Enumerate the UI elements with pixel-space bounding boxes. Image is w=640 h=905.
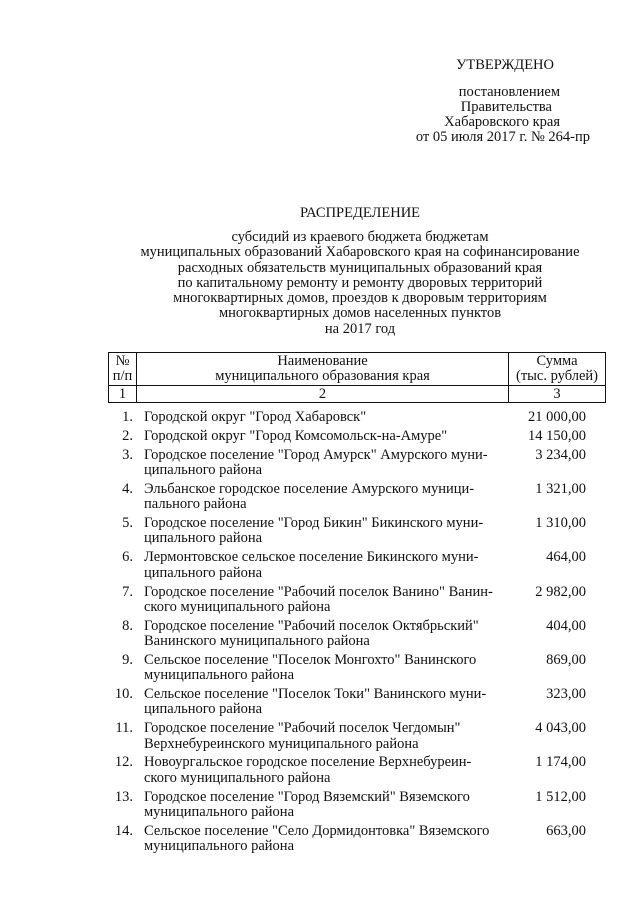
- row-name-line: Лермонтовское сельское поселение Бикинского муни-: [144, 549, 479, 566]
- row-name-line: ского муниципального района: [144, 769, 331, 786]
- column-number-3: 3: [509, 386, 606, 403]
- header-name-line: Наименование: [277, 353, 368, 369]
- row-amount: 404,00: [546, 617, 586, 634]
- table-row: [108, 824, 606, 855]
- header-number-line: №: [115, 353, 130, 369]
- approval-line-3: Хабаровского края: [444, 114, 560, 130]
- header-number-line: п/п: [112, 368, 133, 384]
- row-number: 13.: [114, 788, 133, 805]
- row-number: 11.: [115, 720, 133, 737]
- row-number: 14.: [114, 822, 133, 839]
- row-municipality-name: [144, 585, 496, 616]
- table-row: [108, 721, 606, 752]
- row-amount: 4 043,00: [535, 720, 586, 737]
- row-name-line: пального района: [144, 496, 247, 513]
- row-name-line: Городское поселение "Рабочий поселок Ванино" Ванин-: [144, 583, 493, 600]
- header-number-cell: [109, 353, 137, 386]
- row-name-line: Сельское поселение "Поселок Токи" Ванинского муни-: [144, 686, 487, 703]
- row-amount: 663,00: [546, 822, 586, 839]
- row-number: 3.: [122, 446, 133, 463]
- approval-block: [400, 58, 600, 145]
- row-name-line: муниципального района: [144, 803, 294, 820]
- column-number-1: 1: [109, 386, 137, 403]
- heading-line: на 2017 год: [324, 320, 396, 337]
- row-municipality-name: [144, 410, 496, 425]
- row-amount: 869,00: [546, 651, 586, 668]
- header-name-cell: [137, 353, 509, 386]
- heading-line: многоквартирных домов, проездов к дворовым территориям: [173, 290, 547, 307]
- row-amount: 1 310,00: [535, 515, 586, 532]
- row-name-line: ципального района: [144, 564, 263, 581]
- heading-line: расходных обязательств муниципальных образований края: [177, 259, 543, 276]
- table-row: [108, 516, 606, 547]
- row-municipality-name: [144, 721, 496, 752]
- heading-line: многоквартирных домов населенных пунктов: [218, 305, 502, 322]
- heading-line: по капитальному ремонту и ремонту дворовых территорий: [177, 274, 543, 291]
- row-amount: 3 234,00: [535, 446, 586, 463]
- row-number: 2.: [122, 427, 133, 444]
- column-number-2: 2: [137, 386, 509, 403]
- row-name-line: Городское поселение "Город Бикин" Бикинского муни-: [144, 515, 484, 532]
- header-sum-cell: [509, 353, 606, 386]
- row-name-line: муниципального района: [144, 838, 294, 855]
- header-name-line: муниципального образования края: [215, 368, 430, 384]
- approval-line-4: от 05 июля 2017 г. № 264-пр: [415, 129, 590, 145]
- table-row: [108, 619, 606, 650]
- row-name-line: Городской округ "Город Комсомольск-на-Амуре": [144, 427, 448, 444]
- row-name-line: Городское поселение "Город Вяземский" Вяземского: [144, 788, 470, 805]
- table-row: [108, 429, 606, 444]
- row-number: 7.: [122, 583, 133, 600]
- row-municipality-name: [144, 824, 496, 855]
- heading-line: муниципальных образований Хабаровского края на софинансирование: [140, 244, 580, 261]
- row-name-line: Верхнебуреинского муниципального района: [144, 735, 419, 752]
- table-row: [108, 585, 606, 616]
- row-municipality-name: [144, 755, 496, 786]
- table-row: [108, 550, 606, 581]
- row-number: 10.: [114, 686, 133, 703]
- row-number: 6.: [122, 549, 133, 566]
- row-name-line: Городское поселение "Рабочий поселок Чегдомын": [144, 720, 461, 737]
- row-name-line: ципального района: [144, 530, 263, 547]
- heading-line: субсидий из краевого бюджета бюджетам: [231, 229, 489, 245]
- row-amount: 1 321,00: [535, 480, 586, 497]
- table-row: [108, 410, 606, 425]
- heading-title: РАСПРЕДЕЛЕНИЕ: [299, 205, 421, 221]
- row-name-line: ского муниципального района: [144, 598, 331, 615]
- document-heading: [100, 205, 620, 337]
- row-name-line: ципального района: [144, 701, 263, 718]
- row-number: 5.: [122, 515, 133, 532]
- row-name-line: Ванинского муниципального района: [144, 633, 370, 650]
- row-name-line: Городское поселение "Город Амурск" Амурского муни-: [144, 446, 488, 463]
- row-municipality-name: [144, 687, 496, 718]
- row-number: 8.: [122, 617, 133, 634]
- row-amount: 1 174,00: [535, 754, 586, 771]
- row-name-line: Новоургальское городское поселение Верхнебуреин-: [144, 754, 472, 771]
- row-municipality-name: [144, 550, 496, 581]
- table-row: [108, 790, 606, 821]
- approval-title: УТВЕРЖДЕНО: [456, 57, 554, 73]
- row-municipality-name: [144, 790, 496, 821]
- row-amount: 1 512,00: [535, 788, 586, 805]
- row-amount: 2 982,00: [535, 583, 586, 600]
- row-name-line: Сельское поселение "Село Дормидонтовка" Вяземского: [144, 822, 490, 839]
- row-amount: 464,00: [546, 549, 586, 566]
- row-name-line: Сельское поселение "Поселок Монгохто" Ванинского: [144, 651, 477, 668]
- distribution-rows: [108, 410, 606, 858]
- row-name-line: Городской округ "Город Хабаровск": [144, 409, 367, 425]
- table-row: [108, 448, 606, 479]
- row-amount: 14 150,00: [528, 427, 586, 444]
- row-number: 4.: [122, 480, 133, 497]
- table-row: [108, 482, 606, 513]
- row-municipality-name: [144, 448, 496, 479]
- row-municipality-name: [144, 429, 496, 444]
- table-header: [108, 352, 606, 403]
- row-name-line: ципального района: [144, 462, 263, 479]
- row-number: 9.: [122, 651, 133, 668]
- approval-line-2: Правительства: [460, 99, 552, 115]
- row-name-line: Городское поселение "Рабочий поселок Октябрьский": [144, 617, 479, 634]
- row-municipality-name: [144, 516, 496, 547]
- row-amount: 323,00: [546, 686, 586, 703]
- row-municipality-name: [144, 653, 496, 684]
- table-row: [108, 687, 606, 718]
- row-name-line: Эльбанское городское поселение Амурского муници-: [144, 480, 475, 497]
- header-sum-line: Сумма: [536, 353, 578, 369]
- row-name-line: муниципального района: [144, 667, 294, 684]
- approval-line-1: постановлением: [458, 84, 560, 100]
- header-sum-line: (тыс. рублей): [516, 368, 598, 384]
- row-amount: 21 000,00: [528, 409, 586, 425]
- table-row: [108, 755, 606, 786]
- row-number: 12.: [114, 754, 133, 771]
- row-municipality-name: [144, 619, 496, 650]
- row-municipality-name: [144, 482, 496, 513]
- table-row: [108, 653, 606, 684]
- row-number: 1.: [122, 409, 133, 425]
